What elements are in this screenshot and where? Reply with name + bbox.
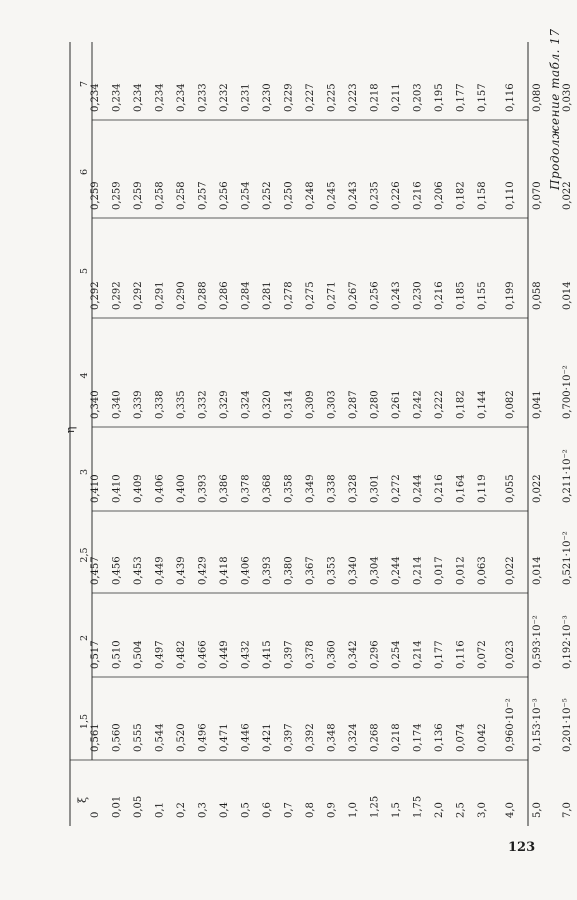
cell-r13-c0: 0,268 <box>369 723 381 752</box>
cell-r3-c6: 0,258 <box>154 181 166 210</box>
cell-r21-c3: 0,211·10⁻² <box>562 449 573 503</box>
page-number: 123 <box>508 840 536 855</box>
cell-r10-c7: 0,227 <box>305 83 316 112</box>
cell-r6-c7: 0,232 <box>219 83 230 112</box>
cell-r12-c4: 0,287 <box>348 390 359 419</box>
cell-r8-c7: 0,230 <box>262 83 273 112</box>
cell-r10-c3: 0,349 <box>305 474 316 503</box>
cell-r20-c1: 0,593·10⁻² <box>532 615 543 669</box>
cell-r10-c5: 0,275 <box>305 281 316 310</box>
cell-r9-c3: 0,358 <box>283 474 295 503</box>
cell-r14-c7: 0,211 <box>391 83 402 112</box>
cell-r5-c6: 0,257 <box>197 181 209 210</box>
cell-r20-c0: 0,153·10⁻³ <box>532 698 543 752</box>
cell-r7-c3: 0,378 <box>240 474 252 503</box>
cell-r8-c1: 0,415 <box>262 640 273 669</box>
cell-r13-c7: 0,218 <box>369 83 381 112</box>
cell-r2-c7: 0,234 <box>133 83 144 112</box>
eta-column-label-5: 5 <box>79 267 90 275</box>
cell-r14-c3: 0,272 <box>391 474 402 503</box>
row-xi-value-12: 1,0 <box>348 802 359 818</box>
cell-r12-c0: 0,324 <box>348 723 359 752</box>
cell-r1-c3: 0,410 <box>111 474 123 503</box>
cell-r4-c6: 0,258 <box>176 181 187 210</box>
cell-r14-c6: 0,226 <box>391 181 402 210</box>
cell-r4-c1: 0,482 <box>176 640 187 669</box>
cell-r17-c7: 0,177 <box>455 83 467 112</box>
row-xi-value-13: 1,25 <box>369 795 381 818</box>
cell-r12-c5: 0,267 <box>348 281 359 310</box>
cell-r21-c4: 0,700·10⁻² <box>562 365 573 419</box>
cell-r13-c6: 0,235 <box>369 181 381 210</box>
cell-r13-c4: 0,280 <box>369 390 381 419</box>
cell-r15-c7: 0,203 <box>412 83 424 112</box>
cell-r3-c3: 0,406 <box>154 474 166 503</box>
cell-r10-c4: 0,309 <box>305 390 316 419</box>
row-xi-value-4: 0,2 <box>176 802 187 818</box>
cell-r9-c5: 0,278 <box>283 281 295 310</box>
cell-r16-c5: 0,216 <box>434 281 445 310</box>
cell-r4-c5: 0,290 <box>176 281 187 310</box>
row-xi-value-10: 0,8 <box>305 802 316 818</box>
cell-r11-c7: 0,225 <box>326 83 338 112</box>
cell-r17-c2: 0,012 <box>455 556 467 585</box>
cell-r13-c2: 0,304 <box>369 556 381 585</box>
cell-r16-c3: 0,216 <box>434 474 445 503</box>
cell-r7-c1: 0,432 <box>240 640 252 669</box>
cell-r17-c3: 0,164 <box>455 474 467 503</box>
cell-r17-c5: 0,185 <box>455 281 467 310</box>
cell-r21-c7: 0,030 <box>562 83 573 112</box>
cell-r21-c6: 0,022 <box>562 181 573 210</box>
cell-r4-c4: 0,335 <box>176 390 187 419</box>
cell-r6-c5: 0,286 <box>219 281 230 310</box>
cell-r14-c5: 0,243 <box>391 281 402 310</box>
cell-r9-c0: 0,397 <box>283 723 295 752</box>
cell-r7-c6: 0,254 <box>240 181 252 210</box>
cell-r18-c1: 0,072 <box>477 640 488 669</box>
cell-r0-c3: 0,410 <box>90 474 101 503</box>
cell-r11-c4: 0,303 <box>326 390 338 419</box>
cell-r13-c3: 0,301 <box>369 474 381 503</box>
cell-r10-c1: 0,378 <box>305 640 316 669</box>
cell-r15-c0: 0,174 <box>412 723 424 752</box>
cell-r14-c4: 0,261 <box>391 390 402 419</box>
cell-r0-c1: 0,517 <box>90 640 101 669</box>
cell-r7-c0: 0,446 <box>240 723 252 752</box>
cell-r5-c1: 0,466 <box>197 640 209 669</box>
cell-r4-c7: 0,234 <box>176 83 187 112</box>
cell-r0-c7: 0,234 <box>90 83 101 112</box>
cell-r14-c2: 0,244 <box>391 556 402 585</box>
cell-r15-c3: 0,244 <box>412 474 424 503</box>
row-xi-value-8: 0,6 <box>262 802 273 818</box>
cell-r16-c2: 0,017 <box>434 556 445 585</box>
cell-r2-c1: 0,504 <box>133 640 144 669</box>
cell-r10-c6: 0,248 <box>305 181 316 210</box>
cell-r19-c3: 0,055 <box>505 474 516 503</box>
cell-r6-c2: 0,418 <box>219 556 230 585</box>
cell-r7-c2: 0,406 <box>240 556 252 585</box>
cell-r16-c4: 0,222 <box>434 390 445 419</box>
cell-r11-c2: 0,353 <box>326 556 338 585</box>
cell-r9-c2: 0,380 <box>283 556 295 585</box>
cell-r9-c4: 0,314 <box>283 390 295 419</box>
row-xi-value-15: 1,75 <box>412 795 424 818</box>
row-xi-value-2: 0,05 <box>133 795 144 818</box>
cell-r3-c2: 0,449 <box>154 556 166 585</box>
eta-header-label: η <box>64 426 77 434</box>
cell-r20-c6: 0,070 <box>532 181 543 210</box>
row-xi-value-11: 0,9 <box>326 802 338 818</box>
cell-r0-c5: 0,292 <box>90 281 101 310</box>
row-xi-value-14: 1,5 <box>391 802 402 818</box>
cell-r10-c0: 0,392 <box>305 723 316 752</box>
cell-r18-c0: 0,042 <box>477 723 488 752</box>
cell-r5-c4: 0,332 <box>197 390 209 419</box>
cell-r20-c2: 0,014 <box>532 556 543 585</box>
cell-r2-c2: 0,453 <box>133 556 144 585</box>
cell-r18-c7: 0,157 <box>477 83 488 112</box>
cell-r0-c2: 0,457 <box>90 556 101 585</box>
row-xi-value-7: 0,5 <box>240 802 252 818</box>
cell-r3-c4: 0,338 <box>154 390 166 419</box>
row-xi-value-6: 0,4 <box>219 802 230 818</box>
cell-r20-c3: 0,022 <box>532 474 543 503</box>
cell-r1-c1: 0,510 <box>111 640 123 669</box>
cell-r11-c0: 0,348 <box>326 723 338 752</box>
cell-r8-c6: 0,252 <box>262 181 273 210</box>
cell-r2-c5: 0,292 <box>133 281 144 310</box>
cell-r1-c6: 0,259 <box>111 181 123 210</box>
cell-r19-c7: 0,116 <box>505 83 516 112</box>
cell-r17-c4: 0,182 <box>455 390 467 419</box>
eta-column-label-4: 4 <box>79 372 90 379</box>
cell-r19-c5: 0,199 <box>505 281 516 310</box>
cell-r8-c5: 0,281 <box>262 281 273 310</box>
cell-r9-c1: 0,397 <box>283 640 295 669</box>
cell-r7-c7: 0,231 <box>240 83 252 112</box>
cell-r5-c0: 0,496 <box>197 723 209 752</box>
cell-r3-c7: 0,234 <box>154 83 166 112</box>
cell-r9-c7: 0,229 <box>283 83 295 112</box>
cell-r18-c2: 0,063 <box>477 556 488 585</box>
cell-r13-c1: 0,296 <box>369 640 381 669</box>
cell-r16-c6: 0,206 <box>434 181 445 210</box>
cell-r6-c4: 0,329 <box>219 390 230 419</box>
cell-r1-c2: 0,456 <box>111 556 123 585</box>
cell-r11-c5: 0,271 <box>326 281 338 310</box>
cell-r14-c0: 0,218 <box>391 723 402 752</box>
eta-column-label-3: 3 <box>79 468 90 476</box>
cell-r6-c3: 0,386 <box>219 474 230 503</box>
cell-r3-c1: 0,497 <box>154 640 166 669</box>
cell-r0-c6: 0,259 <box>90 181 101 210</box>
cell-r4-c0: 0,520 <box>176 723 187 752</box>
cell-r3-c5: 0,291 <box>154 281 166 310</box>
cell-r20-c5: 0,058 <box>532 281 543 310</box>
cell-r21-c2: 0,521·10⁻² <box>562 531 573 585</box>
row-xi-value-19: 4,0 <box>505 802 516 818</box>
xi-header-label: ξ <box>76 796 89 804</box>
cell-r4-c3: 0,400 <box>176 474 187 503</box>
row-xi-value-1: 0,01 <box>111 795 123 818</box>
cell-r20-c4: 0,041 <box>532 390 543 419</box>
cell-r6-c6: 0,256 <box>219 181 230 210</box>
row-xi-value-18: 3,0 <box>477 802 488 818</box>
cell-r8-c0: 0,421 <box>262 723 273 752</box>
cell-r10-c2: 0,367 <box>305 556 316 585</box>
row-xi-value-5: 0,3 <box>197 802 209 818</box>
cell-r21-c5: 0,014 <box>562 281 573 310</box>
cell-r15-c2: 0,214 <box>412 556 424 585</box>
eta-column-label-6: 6 <box>79 168 90 176</box>
cell-r18-c3: 0,119 <box>477 474 488 503</box>
row-xi-value-17: 2,5 <box>455 802 467 818</box>
cell-r19-c1: 0,023 <box>505 640 516 669</box>
cell-r2-c3: 0,409 <box>133 474 144 503</box>
cell-r7-c5: 0,284 <box>240 281 252 310</box>
cell-r12-c6: 0,243 <box>348 181 359 210</box>
cell-r5-c3: 0,393 <box>197 474 209 503</box>
cell-r12-c3: 0,328 <box>348 474 359 503</box>
row-xi-value-9: 0,7 <box>283 802 295 818</box>
continuation-header: Продолжение табл. 17 <box>548 28 562 190</box>
cell-r11-c3: 0,338 <box>326 474 338 503</box>
cell-r6-c1: 0,449 <box>219 640 230 669</box>
cell-r13-c5: 0,256 <box>369 281 381 310</box>
cell-r7-c4: 0,324 <box>240 390 252 419</box>
cell-r16-c7: 0,195 <box>434 83 445 112</box>
cell-r5-c2: 0,429 <box>197 556 209 585</box>
cell-r18-c5: 0,155 <box>477 281 488 310</box>
cell-r2-c4: 0,339 <box>133 390 144 419</box>
cell-r0-c0: 0,561 <box>90 723 101 752</box>
row-xi-value-21: 7,0 <box>562 802 573 818</box>
cell-r19-c2: 0,022 <box>505 556 516 585</box>
eta-column-label-1: 2 <box>79 634 90 642</box>
cell-r8-c2: 0,393 <box>262 556 273 585</box>
row-xi-value-16: 2,0 <box>434 802 445 818</box>
cell-r18-c6: 0,158 <box>477 181 488 210</box>
cell-r12-c7: 0,223 <box>348 83 359 112</box>
cell-r19-c0: 0,960·10⁻² <box>505 698 516 752</box>
cell-r21-c0: 0,201·10⁻⁵ <box>562 698 573 752</box>
cell-r5-c7: 0,233 <box>197 83 209 112</box>
cell-r16-c0: 0,136 <box>434 723 445 752</box>
cell-r9-c6: 0,250 <box>283 181 295 210</box>
cell-r8-c4: 0,320 <box>262 390 273 419</box>
cell-r11-c1: 0,360 <box>326 640 338 669</box>
cell-r2-c6: 0,259 <box>133 181 144 210</box>
eta-column-label-0: 1,5 <box>79 713 90 730</box>
cell-r16-c1: 0,177 <box>434 640 445 669</box>
cell-r1-c0: 0,560 <box>111 723 123 752</box>
cell-r17-c1: 0,116 <box>455 640 467 669</box>
cell-r8-c3: 0,368 <box>262 474 273 503</box>
cell-r21-c1: 0,192·10⁻³ <box>562 615 573 669</box>
cell-r18-c4: 0,144 <box>477 390 488 419</box>
cell-r19-c6: 0,110 <box>505 181 516 210</box>
cell-r0-c4: 0,340 <box>90 390 101 419</box>
cell-r17-c6: 0,182 <box>455 181 467 210</box>
row-xi-value-3: 0,1 <box>154 802 166 818</box>
eta-column-label-2: 2,5 <box>79 547 90 563</box>
cell-r3-c0: 0,544 <box>154 723 166 752</box>
cell-r1-c5: 0,292 <box>111 281 123 310</box>
eta-column-label-7: 7 <box>79 80 90 88</box>
cell-r12-c2: 0,340 <box>348 556 359 585</box>
cell-r17-c0: 0,074 <box>455 723 467 752</box>
cell-r5-c5: 0,288 <box>197 281 209 310</box>
cell-r1-c7: 0,234 <box>111 83 123 112</box>
cell-r1-c4: 0,340 <box>111 390 123 419</box>
cell-r15-c4: 0,242 <box>412 390 424 419</box>
cell-r6-c0: 0,471 <box>219 723 230 752</box>
cell-r4-c2: 0,439 <box>176 556 187 585</box>
cell-r11-c6: 0,245 <box>326 181 338 210</box>
cell-r15-c5: 0,230 <box>412 281 424 310</box>
cell-r15-c6: 0,216 <box>412 181 424 210</box>
cell-r15-c1: 0,214 <box>412 640 424 669</box>
row-xi-value-20: 5,0 <box>532 802 543 818</box>
cell-r2-c0: 0,555 <box>133 723 144 752</box>
cell-r19-c4: 0,082 <box>505 390 516 419</box>
cell-r20-c7: 0,080 <box>532 83 543 112</box>
cell-r12-c1: 0,342 <box>348 640 359 669</box>
row-xi-value-0: 0 <box>90 811 101 818</box>
cell-r14-c1: 0,254 <box>391 640 402 669</box>
